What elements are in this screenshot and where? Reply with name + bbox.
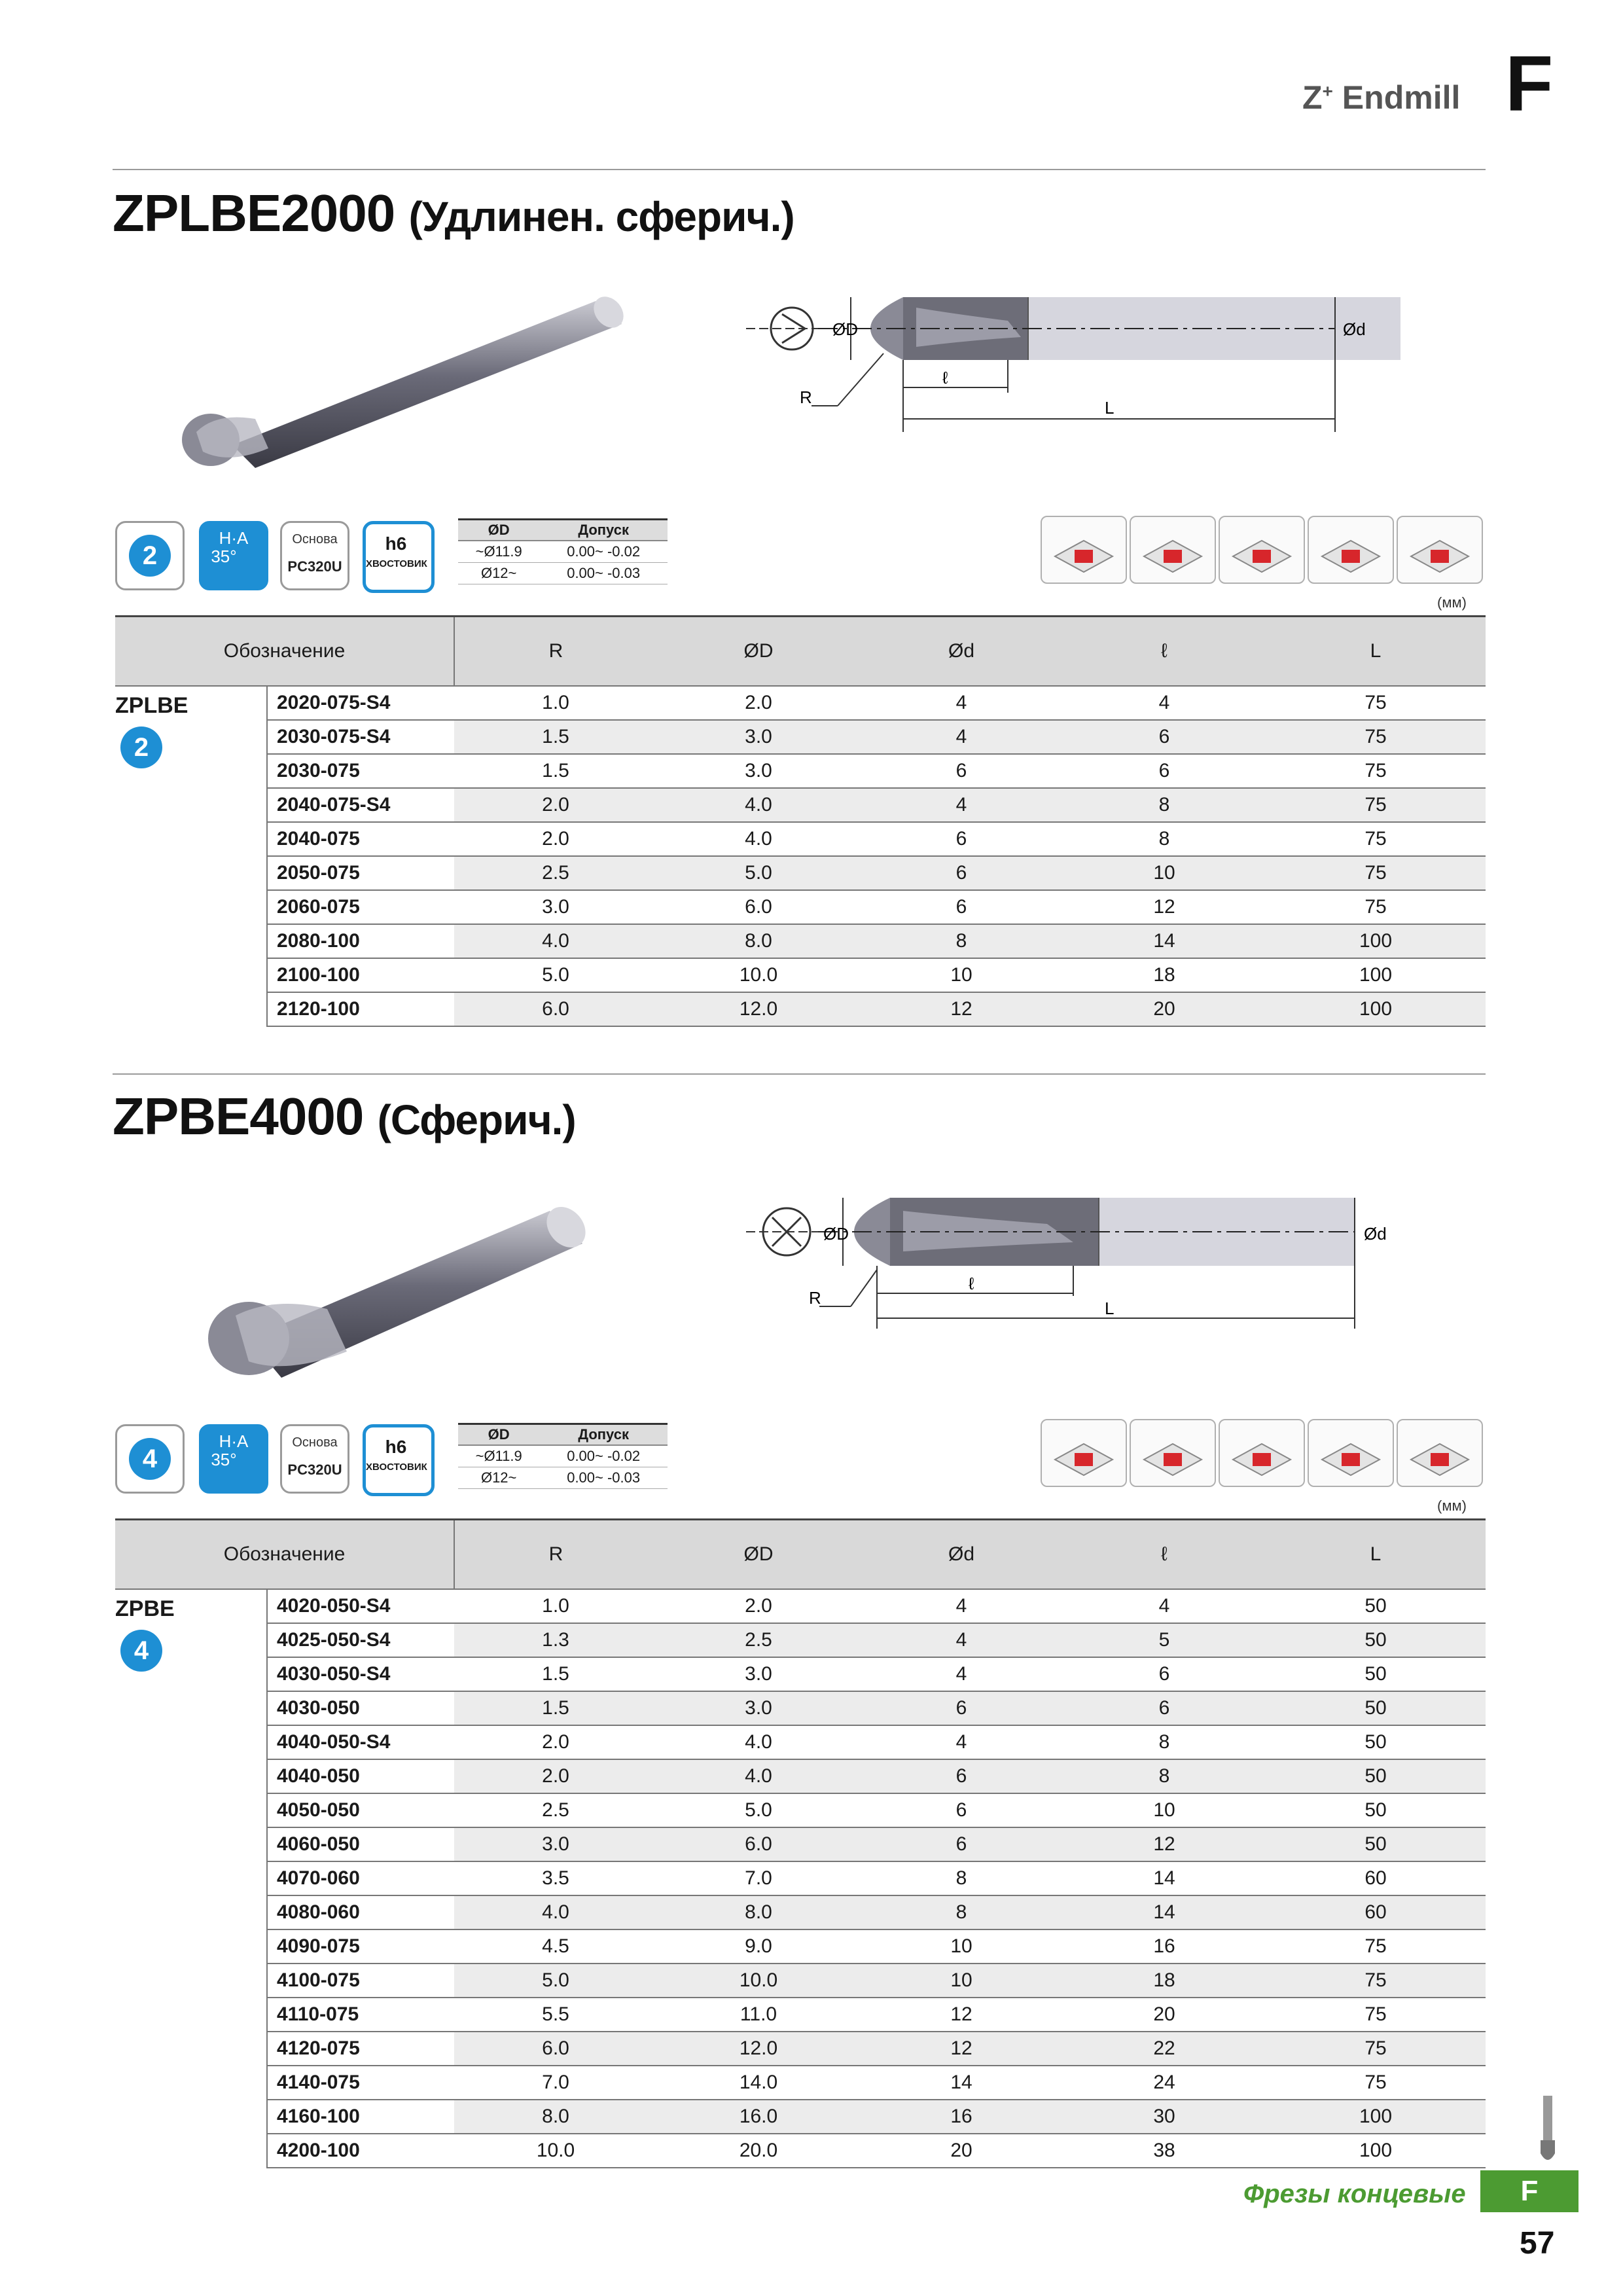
value-cell: 9.0: [657, 1929, 860, 1964]
diagram-dsh-label: Ød: [1364, 1224, 1387, 1244]
value-cell: 14: [1063, 924, 1266, 958]
spec-table-zplbe: [115, 615, 1486, 1027]
value-cell: 14: [1063, 1861, 1266, 1895]
value-cell: 75: [1266, 1998, 1486, 2032]
value-cell: 75: [1266, 754, 1486, 788]
value-cell: 18: [1063, 1964, 1266, 1998]
section2-title: ZPBE4000 (Сферич.): [113, 1087, 576, 1145]
value-cell: 4: [860, 788, 1063, 822]
value-cell: 50: [1266, 1657, 1486, 1691]
shouldering-icon: [1130, 1419, 1216, 1487]
value-cell: 20.0: [657, 2134, 860, 2168]
col-big-l: L: [1266, 617, 1486, 687]
value-cell: 8: [860, 924, 1063, 958]
value-cell: 100: [1266, 2100, 1486, 2134]
value-cell: 6: [1063, 720, 1266, 754]
value-cell: 3.0: [454, 890, 657, 924]
value-cell: 10.0: [657, 958, 860, 992]
table-row: [115, 1691, 1486, 1725]
table-row: [115, 958, 1486, 992]
value-cell: 10: [860, 1964, 1063, 1998]
table-row: [115, 2134, 1486, 2168]
value-cell: 7.0: [657, 1861, 860, 1895]
value-cell: 3.0: [657, 1657, 860, 1691]
value-cell: 50: [1266, 1793, 1486, 1827]
value-cell: 75: [1266, 686, 1486, 720]
value-cell: 100: [1266, 958, 1486, 992]
value-cell: 6.0: [454, 992, 657, 1026]
value-cell: 1.0: [454, 1589, 657, 1623]
value-cell: 4.5: [454, 1929, 657, 1964]
value-cell: 6: [860, 1691, 1063, 1725]
value-cell: 8: [860, 1861, 1063, 1895]
value-cell: 100: [1266, 2134, 1486, 2168]
flutes-badge: [115, 521, 185, 590]
table-row: [115, 924, 1486, 958]
value-cell: 2.0: [657, 686, 860, 720]
value-cell: 75: [1266, 1929, 1486, 1964]
drawing-zplbe: [746, 275, 1400, 432]
designation-cell: 4070-060: [267, 1861, 454, 1895]
table-row: [115, 1759, 1486, 1793]
slotting-icon: [1041, 516, 1127, 584]
col-od: ØD: [657, 617, 860, 687]
value-cell: 12: [1063, 890, 1266, 924]
value-cell: 4.0: [657, 1725, 860, 1759]
designation-cell: 4120-075: [267, 2032, 454, 2066]
value-cell: 6: [860, 1827, 1063, 1861]
value-cell: 1.3: [454, 1623, 657, 1657]
pocketing-icon: [1308, 1419, 1394, 1487]
col-dsh: Ød: [860, 1520, 1063, 1590]
value-cell: 2.0: [454, 1725, 657, 1759]
value-cell: 75: [1266, 2066, 1486, 2100]
value-cell: 2.0: [657, 1589, 860, 1623]
value-cell: 8: [1063, 1725, 1266, 1759]
diagram-od-label: ØD: [823, 1224, 849, 1244]
value-cell: 4.0: [454, 1895, 657, 1929]
value-cell: 5: [1063, 1623, 1266, 1657]
value-cell: 4: [860, 1589, 1063, 1623]
value-cell: 8: [860, 1895, 1063, 1929]
endmill-image-zplbe: [170, 288, 641, 478]
table-row: [115, 1895, 1486, 1929]
value-cell: 3.0: [657, 1691, 860, 1725]
value-cell: 5.0: [454, 1964, 657, 1998]
designation-cell: 2040-075: [267, 822, 454, 856]
endmill-image-zpbe: [196, 1198, 589, 1388]
diagram-L-label: L: [1105, 398, 1115, 418]
value-cell: 6.0: [454, 2032, 657, 2066]
table-row: [115, 2066, 1486, 2100]
table-row: [115, 754, 1486, 788]
value-cell: 2.5: [454, 856, 657, 890]
table-row: [115, 1589, 1486, 1623]
value-cell: 50: [1266, 1589, 1486, 1623]
unit-label-2: (мм): [1437, 1498, 1467, 1514]
designation-cell: 4020-050-S4: [267, 1589, 454, 1623]
value-cell: 2.5: [454, 1793, 657, 1827]
value-cell: 20: [1063, 1998, 1266, 2032]
designation-cell: 4030-050-S4: [267, 1657, 454, 1691]
value-cell: 4: [860, 1657, 1063, 1691]
grooving-icon: [1219, 1419, 1305, 1487]
value-cell: 14: [860, 2066, 1063, 2100]
table-row: [115, 1964, 1486, 1998]
pocketing-icon: [1308, 516, 1394, 584]
value-cell: 5.0: [454, 958, 657, 992]
section1-title: ZPLBE2000 (Удлинен. сферич.): [113, 184, 794, 242]
profiling-icon: [1397, 1419, 1483, 1487]
designation-cell: 4040-050-S4: [267, 1725, 454, 1759]
designation-cell: 2030-075: [267, 754, 454, 788]
table-row: [115, 1827, 1486, 1861]
table-row: [115, 1861, 1486, 1895]
table-row: [115, 1793, 1486, 1827]
value-cell: 6: [860, 822, 1063, 856]
designation-cell: 4140-075: [267, 2066, 454, 2100]
value-cell: 75: [1266, 1964, 1486, 1998]
col-designation: Обозначение: [115, 1520, 454, 1590]
value-cell: 11.0: [657, 1998, 860, 2032]
base-grade-badge: Основа PC320U: [280, 521, 349, 590]
designation-cell: 4200-100: [267, 2134, 454, 2168]
value-cell: 60: [1266, 1895, 1486, 1929]
value-cell: 6: [860, 1759, 1063, 1793]
value-cell: 6: [860, 754, 1063, 788]
value-cell: 4: [1063, 686, 1266, 720]
value-cell: 6: [860, 1793, 1063, 1827]
spec-table-zpbe: [115, 1518, 1486, 2168]
designation-cell: 2050-075: [267, 856, 454, 890]
table-row: [115, 1623, 1486, 1657]
footer-category: Фрезы концевые: [1243, 2179, 1466, 2208]
value-cell: 14.0: [657, 2066, 860, 2100]
col-r: R: [454, 1520, 657, 1590]
grooving-icon: [1219, 516, 1305, 584]
value-cell: 6.0: [657, 890, 860, 924]
value-cell: 20: [1063, 992, 1266, 1026]
designation-cell: 2120-100: [267, 992, 454, 1026]
designation-cell: 4040-050: [267, 1759, 454, 1793]
value-cell: 2.0: [454, 1759, 657, 1793]
value-cell: 14: [1063, 1895, 1266, 1929]
flutes-icon: 2: [129, 535, 171, 577]
value-cell: 3.0: [657, 754, 860, 788]
value-cell: 50: [1266, 1691, 1486, 1725]
value-cell: 75: [1266, 822, 1486, 856]
value-cell: 6: [1063, 1657, 1266, 1691]
value-cell: 5.0: [657, 1793, 860, 1827]
value-cell: 16: [1063, 1929, 1266, 1964]
value-cell: 4.0: [454, 924, 657, 958]
page-number: 57: [1520, 2226, 1555, 2261]
table-row: [115, 822, 1486, 856]
base-grade-badge: Основа PC320U: [280, 1424, 349, 1494]
col-designation: Обозначение: [115, 617, 454, 687]
value-cell: 8: [1063, 822, 1266, 856]
section-divider: [113, 1073, 1486, 1075]
unit-label-1: (мм): [1437, 594, 1467, 611]
value-cell: 60: [1266, 1861, 1486, 1895]
value-cell: 2.5: [657, 1623, 860, 1657]
designation-cell: 2030-075-S4: [267, 720, 454, 754]
value-cell: 8.0: [657, 1895, 860, 1929]
value-cell: 75: [1266, 890, 1486, 924]
drawing-zpbe: [746, 1178, 1400, 1335]
value-cell: 12: [860, 2032, 1063, 2066]
value-cell: 4.0: [657, 788, 860, 822]
value-cell: 24: [1063, 2066, 1266, 2100]
value-cell: 100: [1266, 992, 1486, 1026]
designation-cell: 4050-050: [267, 1793, 454, 1827]
value-cell: 10: [860, 1929, 1063, 1964]
value-cell: 10.0: [657, 1964, 860, 1998]
value-cell: 100: [1266, 924, 1486, 958]
col-od: ØD: [657, 1520, 860, 1590]
value-cell: 4: [860, 1623, 1063, 1657]
flutes-icon: 4: [129, 1438, 171, 1480]
value-cell: 5.5: [454, 1998, 657, 2032]
designation-cell: 4030-050: [267, 1691, 454, 1725]
value-cell: 75: [1266, 856, 1486, 890]
value-cell: 3.5: [454, 1861, 657, 1895]
value-cell: 75: [1266, 720, 1486, 754]
value-cell: 5.0: [657, 856, 860, 890]
value-cell: 6.0: [657, 1827, 860, 1861]
value-cell: 10: [860, 958, 1063, 992]
value-cell: 50: [1266, 1725, 1486, 1759]
diagram-r-label: R: [800, 387, 812, 407]
value-cell: 12: [860, 1998, 1063, 2032]
designation-cell: 2020-075-S4: [267, 686, 454, 720]
flutes-icon: 2: [120, 726, 162, 768]
designation-cell: 4160-100: [267, 2100, 454, 2134]
helix-angle-badge: H·A 35°: [199, 1424, 268, 1494]
table-row: [115, 686, 1486, 720]
designation-cell: 2100-100: [267, 958, 454, 992]
designation-cell: 2060-075: [267, 890, 454, 924]
value-cell: 6: [1063, 1691, 1266, 1725]
value-cell: 16.0: [657, 2100, 860, 2134]
series-label: ZPBE: [115, 1596, 175, 1621]
header-title: Z+ Endmill: [1302, 79, 1461, 116]
value-cell: 1.5: [454, 720, 657, 754]
table-row: [115, 856, 1486, 890]
col-dsh: Ød: [860, 617, 1063, 687]
table-row: [115, 788, 1486, 822]
value-cell: 75: [1266, 788, 1486, 822]
value-cell: 8.0: [657, 924, 860, 958]
value-cell: 10: [1063, 1793, 1266, 1827]
value-cell: 38: [1063, 2134, 1266, 2168]
value-cell: 4: [860, 1725, 1063, 1759]
value-cell: 1.0: [454, 686, 657, 720]
table-row: [115, 720, 1486, 754]
value-cell: 22: [1063, 2032, 1266, 2066]
table-row: [115, 2032, 1486, 2066]
endmill-tab-icon: [1531, 2094, 1564, 2166]
table-row: [115, 1725, 1486, 1759]
flutes-icon: 4: [120, 1630, 162, 1672]
slotting-icon: [1041, 1419, 1127, 1487]
value-cell: 10: [1063, 856, 1266, 890]
value-cell: 4.0: [657, 1759, 860, 1793]
value-cell: 6: [1063, 754, 1266, 788]
series-cell: [115, 1589, 267, 2168]
value-cell: 8: [1063, 788, 1266, 822]
helix-angle-badge: H·A 35°: [199, 521, 268, 590]
col-l: ℓ: [1063, 1520, 1266, 1590]
value-cell: 7.0: [454, 2066, 657, 2100]
value-cell: 50: [1266, 1623, 1486, 1657]
designation-cell: 4080-060: [267, 1895, 454, 1929]
table-row: [115, 2100, 1486, 2134]
diagram-dsh-label: Ød: [1343, 319, 1366, 339]
value-cell: 1.5: [454, 754, 657, 788]
diagram-od-label: ØD: [832, 319, 858, 339]
section-letter: F: [1505, 40, 1554, 128]
value-cell: 16: [860, 2100, 1063, 2134]
diagram-L-label: L: [1105, 1299, 1115, 1318]
col-r: R: [454, 617, 657, 687]
series-cell: [115, 686, 267, 1026]
value-cell: 50: [1266, 1759, 1486, 1793]
shank-tolerance-badge: h6 ХВОСТОВИК: [363, 521, 435, 593]
tolerance-table-2: ØD Допуск ~Ø11.9 0.00~ -0.02 Ø12~ 0.00~ -0.03: [458, 1423, 668, 1489]
value-cell: 3.0: [454, 1827, 657, 1861]
table-row: [115, 890, 1486, 924]
designation-cell: 2080-100: [267, 924, 454, 958]
series-label: ZPLBE: [115, 693, 188, 718]
value-cell: 4.0: [657, 822, 860, 856]
header-divider: [113, 169, 1486, 170]
profiling-icon: [1397, 516, 1483, 584]
value-cell: 30: [1063, 2100, 1266, 2134]
table-row: [115, 1929, 1486, 1964]
col-l: ℓ: [1063, 617, 1266, 687]
footer-section-tab: F: [1480, 2170, 1578, 2212]
value-cell: 2.0: [454, 788, 657, 822]
value-cell: 20: [860, 2134, 1063, 2168]
value-cell: 12.0: [657, 2032, 860, 2066]
shank-tolerance-badge: h6 ХВОСТОВИК: [363, 1424, 435, 1496]
table-row: [115, 1657, 1486, 1691]
shouldering-icon: [1130, 516, 1216, 584]
designation-cell: 4110-075: [267, 1998, 454, 2032]
designation-cell: 2040-075-S4: [267, 788, 454, 822]
value-cell: 12: [860, 992, 1063, 1026]
value-cell: 4: [860, 720, 1063, 754]
diagram-l-label: ℓ: [942, 368, 948, 387]
col-big-l: L: [1266, 1520, 1486, 1590]
diagram-r-label: R: [809, 1288, 821, 1308]
value-cell: 8: [1063, 1759, 1266, 1793]
value-cell: 10.0: [454, 2134, 657, 2168]
designation-cell: 4100-075: [267, 1964, 454, 1998]
value-cell: 4: [1063, 1589, 1266, 1623]
table-row: [115, 992, 1486, 1026]
value-cell: 8.0: [454, 2100, 657, 2134]
value-cell: 75: [1266, 2032, 1486, 2066]
value-cell: 18: [1063, 958, 1266, 992]
value-cell: 1.5: [454, 1691, 657, 1725]
designation-cell: 4025-050-S4: [267, 1623, 454, 1657]
value-cell: 2.0: [454, 822, 657, 856]
diagram-l-label: ℓ: [969, 1274, 974, 1293]
value-cell: 1.5: [454, 1657, 657, 1691]
tolerance-table-1: ØD Допуск ~Ø11.9 0.00~ -0.02 Ø12~ 0.00~ -0.03: [458, 518, 668, 584]
value-cell: 4: [860, 686, 1063, 720]
designation-cell: 4060-050: [267, 1827, 454, 1861]
table-row: [115, 1998, 1486, 2032]
value-cell: 12.0: [657, 992, 860, 1026]
designation-cell: 4090-075: [267, 1929, 454, 1964]
value-cell: 50: [1266, 1827, 1486, 1861]
value-cell: 3.0: [657, 720, 860, 754]
value-cell: 6: [860, 856, 1063, 890]
flutes-badge: [115, 1424, 185, 1494]
value-cell: 6: [860, 890, 1063, 924]
value-cell: 12: [1063, 1827, 1266, 1861]
